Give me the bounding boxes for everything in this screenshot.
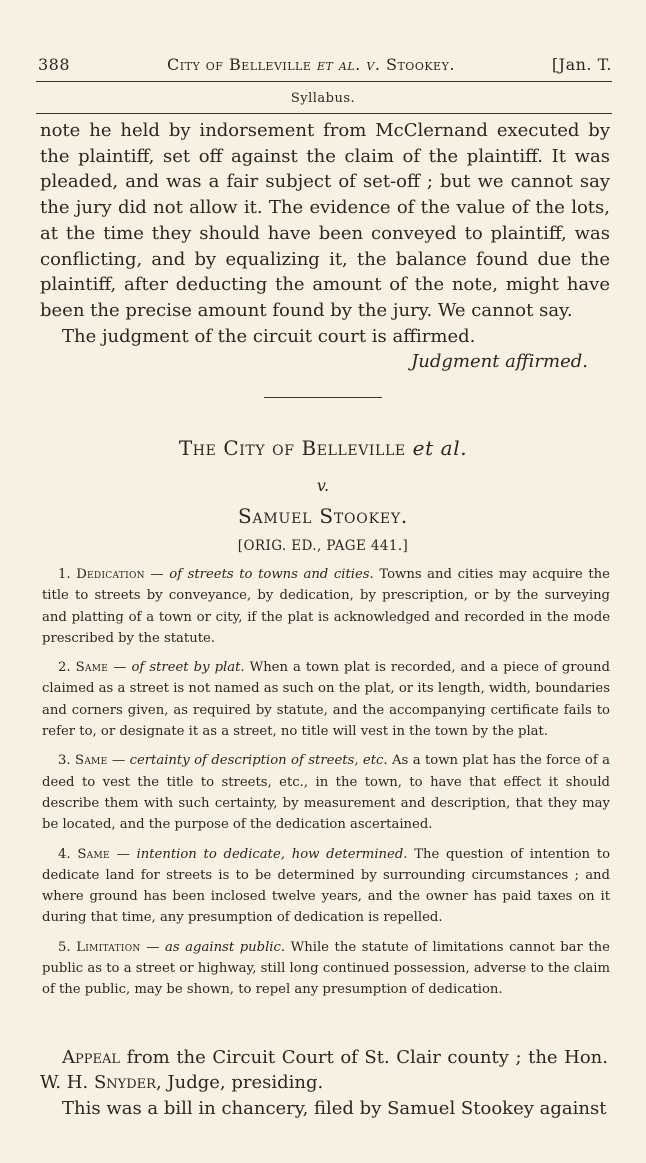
running-header	[38, 55, 612, 74]
plaintiff-name: The City of Belleville	[178, 436, 406, 460]
appeal-statement	[40, 1045, 608, 1121]
appeal-text: from the Circuit Court of St. Clair county ; the Hon. W. H.	[40, 1047, 608, 1094]
syllabus-item	[42, 750, 610, 835]
case-divider	[264, 397, 382, 398]
appeal-word: Appeal	[62, 1047, 121, 1068]
item-topic: as against public.	[164, 939, 286, 955]
item-heading: Limitation	[76, 939, 141, 955]
item-text: While the statute of limitations cannot bar the public as to a street or highway, still long continued possession, adverse to the claim of the public, may be shown, to repel any presumption of dedication.	[42, 939, 610, 998]
syllabus-label: Syllabus.	[290, 91, 356, 106]
case-versus: v.	[316, 476, 330, 495]
previous-opinion-text	[40, 118, 610, 375]
item-heading: Dedication	[76, 567, 145, 582]
bill-statement: This was a bill in chancery, filed by Samuel Stookey against	[62, 1097, 607, 1119]
item-topic: of street by plat.	[131, 660, 245, 676]
judgment-affirmed: Judgment affirmed.	[411, 351, 588, 373]
item-number: 4.	[58, 846, 71, 862]
header-rule	[36, 81, 612, 82]
item-text: The question of intention to dedicate land for streets is to be determined by surrounding circumstances ; and where ground has been inclosed twelve years, and the owner has paid taxes on it during that time, any presumption of dedication is repelled.	[42, 846, 611, 926]
item-dash: —	[109, 846, 137, 862]
item-heading: Same	[75, 753, 108, 769]
item-heading: Same	[77, 846, 110, 862]
case-plaintiff	[0, 436, 646, 460]
case-defendant: Samuel Stookey.	[237, 504, 409, 528]
running-title-etal: et al.	[316, 55, 361, 74]
item-topic: of streets to towns and cities.	[169, 567, 374, 582]
item-dash: —	[107, 753, 130, 769]
item-topic: intention to dedicate, how determined.	[136, 846, 408, 862]
syllabus-item	[42, 844, 610, 929]
appeal-paragraph	[40, 1045, 608, 1096]
item-topic: certainty of description of streets, etc.	[129, 753, 388, 769]
item-number: 3.	[58, 753, 71, 769]
item-dash: —	[108, 660, 132, 676]
opinion-conclusion: The judgment of the circuit court is affirmed.	[62, 325, 476, 347]
plaintiff-etal: et al.	[412, 436, 468, 460]
syllabus-item	[42, 657, 610, 742]
syllabus-item	[42, 937, 610, 1001]
item-text: Towns and cities may acquire the title to streets by conveyance, by dedication, by prescription, or by the surveying and platting of a town or city, if the plat is acknowledged and recorded in the mode prescribed by the statute.	[42, 567, 610, 646]
syllabus-list	[42, 564, 610, 1009]
judge-name: Snyder	[93, 1072, 156, 1094]
term-label: [Jan. T.	[551, 55, 612, 74]
running-title-v: v.	[366, 55, 381, 74]
item-number: 1.	[58, 567, 71, 582]
item-text: As a town plat has the force of a deed to vest the title to streets, etc., in the town, to have that effect it should describe them with such certainty, by measurement and description, that they may be located, and the purpose of the dedication ascertained.	[42, 753, 611, 833]
syllabus-rule	[36, 113, 612, 114]
running-title	[167, 55, 455, 74]
running-title-city: City of Belleville	[167, 55, 312, 74]
item-heading: Same	[75, 660, 109, 676]
judge-text: , Judge, presiding.	[155, 1072, 324, 1094]
opinion-paragraph: note he held by indorsement from McClernand executed by the plaintiff, set off against the claim of the plaintiff. It was pleaded, and was a fair subject of set-off ; but we cannot say the jury did not allow it. The evidence of the value of the lots, at the time they should have been conveyed to plaintiff, was conflicting, and by equalizing it, the balance found due the plaintiff, after deducting the amount of the note, might have been the precise amount found by the jury. We cannot say.	[40, 120, 610, 321]
page-number: 388	[38, 55, 71, 74]
syllabus-item	[42, 564, 610, 649]
item-dash: —	[140, 939, 165, 955]
item-number: 2.	[58, 660, 71, 676]
case-citation: [ORIG. ED., PAGE 441.]	[237, 538, 409, 554]
item-number: 5.	[58, 939, 71, 955]
item-text: When a town plat is recorded, and a piece of ground claimed as a street is not named as such on the plat, or its length, width, boundaries and corners given, as required by statute, and the accompanying certificate fails to refer to, or designate it as a street, no title will vest in the town by the plat.	[42, 660, 610, 740]
item-dash: —	[144, 567, 170, 582]
running-title-party: Stookey.	[386, 55, 455, 74]
